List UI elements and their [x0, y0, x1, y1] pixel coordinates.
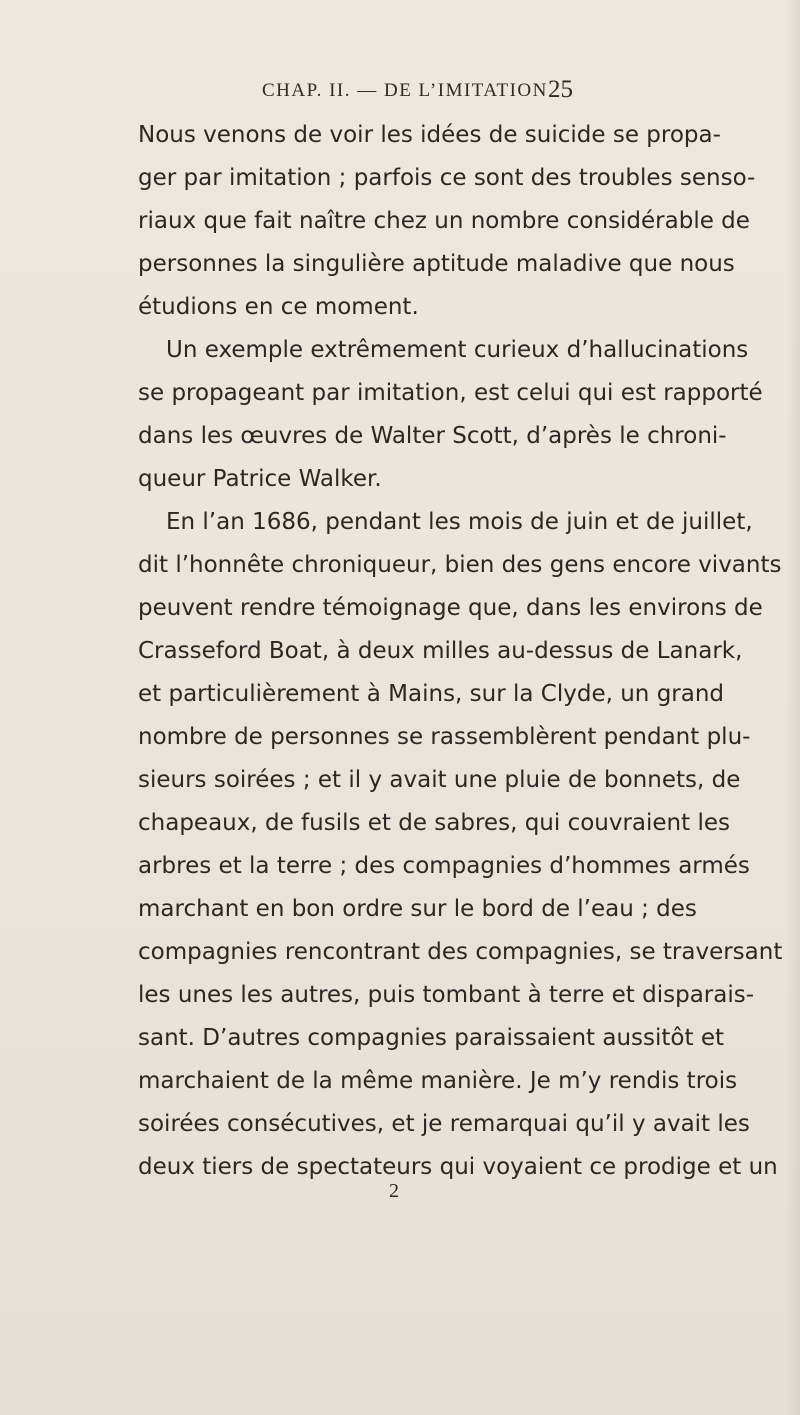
text-line: chapeaux, de fusils et de sabres, qui couvraient les: [138, 810, 730, 836]
text-line: peuvent rendre témoignage que, dans les environs de: [138, 595, 763, 621]
text-line: marchaient de la même manière. Je m’y rendis trois: [138, 1068, 738, 1094]
text-line: En l’an 1686, pendant les mois de juin et de juillet,: [166, 509, 753, 535]
page-edge-shadow: [786, 0, 800, 1415]
text-line: arbres et la terre ; des compagnies d’hommes armés: [138, 853, 750, 879]
text-line: ger par imitation ; parfois ce sont des troubles senso-: [138, 165, 756, 191]
text-line: et particulièrement à Mains, sur la Clyde, un grand: [138, 681, 725, 707]
text-line: sant. D’autres compagnies paraissaient aussitôt et: [138, 1025, 724, 1051]
text-line: sieurs soirées ; et il y avait une pluie de bonnets, de: [138, 767, 741, 793]
text-line: Nous venons de voir les idées de suicide se propa-: [138, 122, 721, 148]
text-line: nombre de personnes se rassemblèrent pendant plu-: [138, 724, 751, 750]
running-head: CHAP. II. — DE L’IMITATION: [262, 80, 548, 101]
text-line: queur Patrice Walker.: [138, 466, 382, 492]
signature-mark: 2: [389, 1180, 399, 1202]
page-header: [0, 74, 800, 114]
text-line: compagnies rencontrant des compagnies, se traversant: [138, 939, 783, 965]
text-line: les unes les autres, puis tombant à terre et disparais-: [138, 982, 755, 1008]
text-line: marchant en bon ordre sur le bord de l’eau ; des: [138, 896, 697, 922]
page-number: 25: [548, 76, 573, 103]
text-line: soirées consécutives, et je remarquai qu’il y avait les: [138, 1111, 750, 1137]
text-line: étudions en ce moment.: [138, 294, 419, 320]
text-line: Crasseford Boat, à deux milles au-dessus de Lanark,: [138, 638, 743, 664]
text-line: riaux que fait naître chez un nombre considérable de: [138, 208, 750, 234]
text-line: personnes la singulière aptitude maladive que nous: [138, 251, 735, 277]
text-line: deux tiers de spectateurs qui voyaient ce prodige et un: [138, 1154, 778, 1180]
text-line: se propageant par imitation, est celui qui est rapporté: [138, 380, 763, 406]
text-line: dans les œuvres de Walter Scott, d’après le chroni-: [138, 423, 727, 449]
text-line: dit l’honnête chroniqueur, bien des gens encore vivants: [138, 552, 782, 578]
text-line: Un exemple extrêmement curieux d’hallucinations: [166, 337, 749, 363]
